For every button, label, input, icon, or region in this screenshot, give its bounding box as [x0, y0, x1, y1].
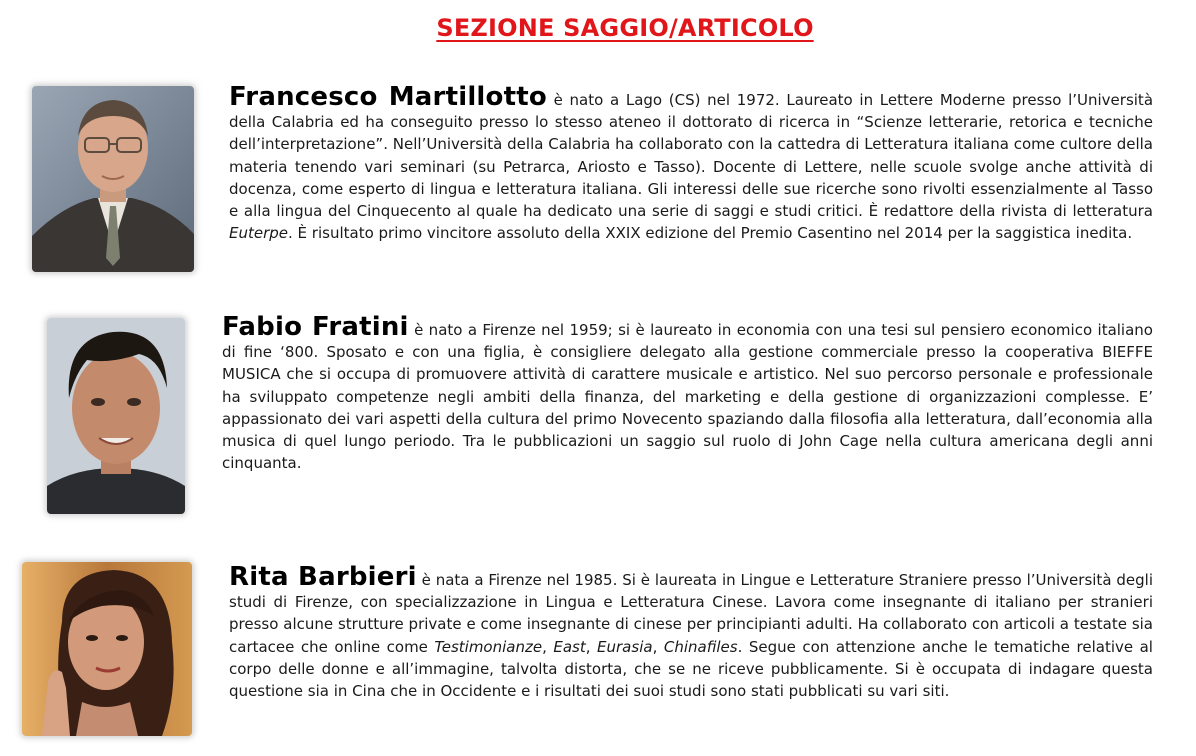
bio-text: è nato a Firenze nel 1959; si è laureato in economia con una tesi sul pensiero economico italiano di fine ‘800. Sposato e con una figlia, è consigliere delegato alla gestione commerciale presso la cooperativa BIEFFE MUSICA che si occupa di promuovere attività di carattere musicale e artistico. Nel suo percorso personale e professionale ha sviluppato competenze negli ambiti della finanza, del marketing e della gestione di organizzazioni complesse. E’ appassionato dei vari aspetti della cultura del primo Novecento spaziando dalla filosofia alla letteratura, dall’economia alla musica di quel lungo periodo. Tra le pubblicazioni un saggio sul ruolo di John Cage nella cultura americana degli anni cinquanta.: [222, 321, 1153, 473]
bio-italic-title: Chinafiles: [663, 637, 738, 656]
author-photo-barbieri: [22, 562, 192, 736]
author-photo-martillotto: [32, 86, 194, 272]
author-photo-fratini: [47, 318, 185, 514]
bio-separator: ,: [585, 637, 598, 656]
woman-portrait-icon: [22, 562, 192, 736]
man-with-glasses-portrait-icon: [32, 86, 194, 272]
author-bio-fratini: [222, 312, 1153, 474]
bio-italic-title: Testimonianze: [434, 637, 543, 656]
bio-text: è nato a Lago (CS) nel 1972. Laureato in Lettere Moderne presso l’Università della Calabria ed ha conseguito presso lo stesso ateneo il dottorato di ricerca in “Scienze letterarie, retorica e tecniche dell’interpretazione”. Nell’Università della Calabria ha collaborato con la cattedra di Letteratura italiana come cultore della materia tenendo vari seminari (su Petrarca, Ariosto e Tasso). Docente di Lettere, nelle scuole svolge anche attività di docenza, come esperto di lingua e letteratura italiana. Gli interessi delle sue ricerche sono rivolti essenzialmente al Tasso e alla lingua del Cinquecento al quale ha dedicato una serie di saggi e studi critici. È redattore della rivista di letteratura: [229, 91, 1154, 221]
bio-separator: ,: [652, 637, 664, 656]
author-name: Rita Barbieri: [229, 562, 417, 592]
bio-italic-title: Eurasia: [597, 637, 653, 656]
author-name: Francesco Martillotto: [229, 82, 547, 112]
bio-italic-title: Euterpe: [229, 224, 289, 243]
bio-italic-title: East: [553, 637, 586, 656]
bio-text: è nata a Firenze nel 1985. Si è laureata in Lingue e Letterature Straniere presso l’Università degli studi di Firenze, con specializzazione in Lingua e Letteratura Cinese. Lavora come insegnante di italiano per stranieri presso alcune strutture private e come insegnante di cinese per principianti adulti. Ha collaborato con articoli a testate sia cartacee che online come: [229, 571, 1153, 656]
page-title: SEZIONE SAGGIO/ARTICOLO: [436, 14, 814, 42]
author-bio-martillotto: [229, 82, 1154, 244]
author-bio-barbieri: [229, 562, 1153, 702]
bio-text: . Segue con attenzione anche le tematiche relative al corpo delle donne e all’immagine, talvolta distorta, che se ne riceve pubblicamente. Si è occupata di indagare questa questione sia in Cina che in Occidente e i risultati dei suoi studi sono stati pubblicati su vari siti.: [229, 637, 1153, 701]
author-name: Fabio Fratini: [222, 312, 409, 342]
bio-separator: ,: [542, 637, 554, 656]
bio-text: . È risultato primo vincitore assoluto della XXIX edizione del Premio Casentino nel 2014 per la saggistica inedita.: [288, 224, 1133, 243]
man-portrait-icon: [47, 318, 185, 514]
